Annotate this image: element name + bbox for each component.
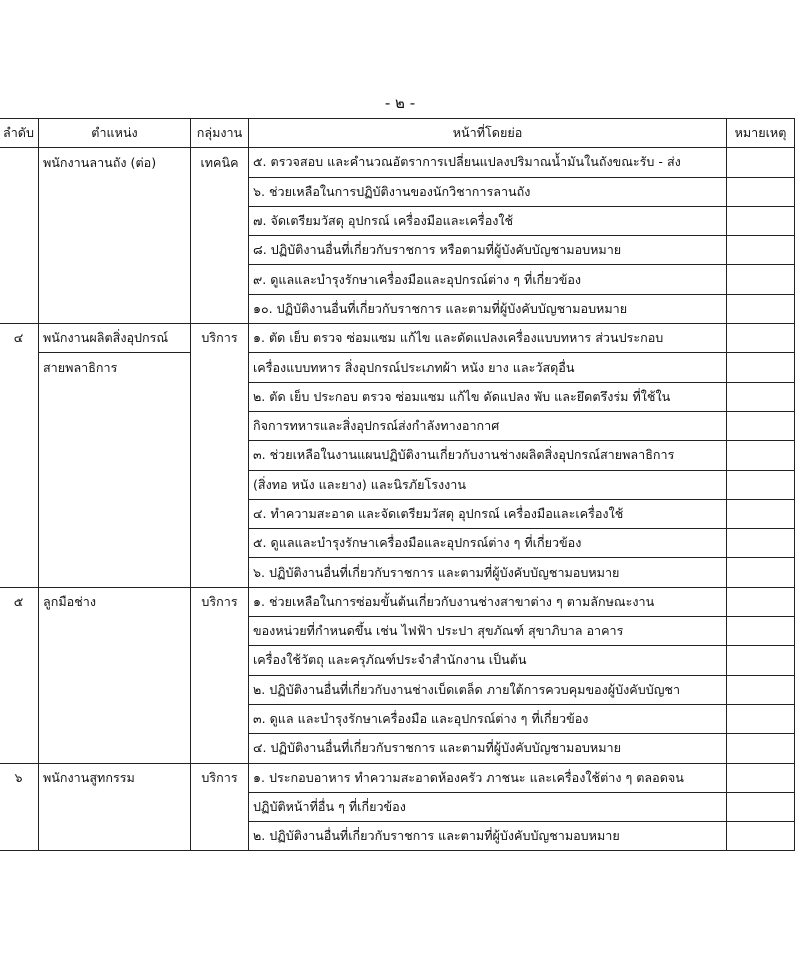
header-duty: หน้าที่โดยย่อ bbox=[249, 119, 727, 148]
table-row bbox=[0, 441, 795, 470]
table-row bbox=[0, 177, 795, 206]
cell-no bbox=[0, 148, 39, 177]
cell-position bbox=[39, 646, 191, 675]
cell-no bbox=[0, 617, 39, 646]
cell-remark bbox=[727, 411, 795, 440]
cell-duty: ๒. ปฏิบัติงานอื่นที่เกี่ยวกับราชการ และตามที่ผู้บังคับบัญชามอบหมาย bbox=[249, 822, 727, 851]
cell-remark bbox=[727, 646, 795, 675]
cell-no: ๖ bbox=[0, 763, 39, 792]
cell-duty: ๑. ช่วยเหลือในการซ่อมขั้นต้นเกี่ยวกับงานช่างสาขาต่าง ๆ ตามลักษณะงาน bbox=[249, 587, 727, 616]
cell-duty: (สิ่งทอ หนัง และยาง) และนิรภัยโรงงาน bbox=[249, 470, 727, 499]
cell-position bbox=[39, 294, 191, 323]
cell-duty: ๓. ช่วยเหลือในงานแผนปฏิบัติงานเกี่ยวกับงานช่างผลิตสิ่งอุปกรณ์สายพลาธิการ bbox=[249, 441, 727, 470]
table-row bbox=[0, 382, 795, 411]
table-row bbox=[0, 148, 795, 177]
cell-no bbox=[0, 470, 39, 499]
header-no: ลำดับ bbox=[0, 119, 39, 148]
cell-group: บริการ bbox=[191, 587, 249, 616]
cell-group bbox=[191, 265, 249, 294]
cell-group bbox=[191, 792, 249, 821]
cell-position: ลูกมือช่าง bbox=[39, 587, 191, 616]
header-position: ตำแหน่ง bbox=[39, 119, 191, 148]
cell-remark bbox=[727, 675, 795, 704]
table-row bbox=[0, 499, 795, 528]
cell-remark bbox=[727, 324, 795, 353]
cell-position bbox=[39, 822, 191, 851]
cell-group bbox=[191, 704, 249, 733]
cell-duty: กิจการทหารและสิ่งอุปกรณ์ส่งกำลังทางอากาศ bbox=[249, 411, 727, 440]
table-row bbox=[0, 558, 795, 587]
cell-no bbox=[0, 734, 39, 763]
cell-no bbox=[0, 177, 39, 206]
table-row bbox=[0, 675, 795, 704]
cell-duty: เครื่องแบบทหาร สิ่งอุปกรณ์ประเภทผ้า หนัง ยาง และวัสดุอื่น bbox=[249, 353, 727, 382]
cell-remark bbox=[727, 587, 795, 616]
cell-position bbox=[39, 470, 191, 499]
cell-remark bbox=[727, 206, 795, 235]
cell-duty: ๙. ดูแลและบำรุงรักษาเครื่องมือและอุปกรณ์ต่าง ๆ ที่เกี่ยวข้อง bbox=[249, 265, 727, 294]
cell-position bbox=[39, 704, 191, 733]
cell-group: บริการ bbox=[191, 324, 249, 353]
table-header-row bbox=[0, 119, 795, 148]
cell-position bbox=[39, 177, 191, 206]
cell-group bbox=[191, 294, 249, 323]
cell-group bbox=[191, 617, 249, 646]
cell-group bbox=[191, 382, 249, 411]
table-row bbox=[0, 734, 795, 763]
cell-duty: ๕. ดูแลและบำรุงรักษาเครื่องมือและอุปกรณ์ต่าง ๆ ที่เกี่ยวข้อง bbox=[249, 529, 727, 558]
cell-position bbox=[39, 675, 191, 704]
cell-remark bbox=[727, 617, 795, 646]
cell-duty: ของหน่วยที่กำหนดขึ้น เช่น ไฟฟ้า ประปา สุขภัณฑ์ สุขาภิบาล อาคาร bbox=[249, 617, 727, 646]
cell-group bbox=[191, 236, 249, 265]
cell-no: ๔ bbox=[0, 324, 39, 353]
cell-duty: ๕. ตรวจสอบ และคำนวณอัตราการเปลี่ยนแปลงปริมาณน้ำมันในถังขณะรับ - ส่ง bbox=[249, 148, 727, 177]
cell-position bbox=[39, 382, 191, 411]
cell-remark bbox=[727, 558, 795, 587]
cell-group bbox=[191, 411, 249, 440]
cell-duty: ๑. ประกอบอาหาร ทำความสะอาดห้องครัว ภาชนะ และเครื่องใช้ต่าง ๆ ตลอดจน bbox=[249, 763, 727, 792]
cell-remark bbox=[727, 792, 795, 821]
cell-remark bbox=[727, 704, 795, 733]
cell-duty: ๑. ตัด เย็บ ตรวจ ซ่อมแซม แก้ไข และดัดแปลงเครื่องแบบทหาร ส่วนประกอบ bbox=[249, 324, 727, 353]
cell-duty: ๖. ช่วยเหลือในการปฏิบัติงานของนักวิชาการลานถัง bbox=[249, 177, 727, 206]
cell-no bbox=[0, 236, 39, 265]
cell-duty: ๑๐. ปฏิบัติงานอื่นที่เกี่ยวกับราชการ และตามที่ผู้บังคับบัญชามอบหมาย bbox=[249, 294, 727, 323]
table-row bbox=[0, 587, 795, 616]
cell-position: พนักงานสูทกรรม bbox=[39, 763, 191, 792]
cell-position bbox=[39, 441, 191, 470]
cell-position bbox=[39, 411, 191, 440]
table-body bbox=[0, 148, 795, 851]
table-row bbox=[0, 529, 795, 558]
cell-group bbox=[191, 734, 249, 763]
cell-no bbox=[0, 382, 39, 411]
header-group: กลุ่มงาน bbox=[191, 119, 249, 148]
cell-group: เทคนิค bbox=[191, 148, 249, 177]
table-row bbox=[0, 236, 795, 265]
cell-remark bbox=[727, 529, 795, 558]
cell-no bbox=[0, 294, 39, 323]
cell-group bbox=[191, 499, 249, 528]
cell-remark bbox=[727, 470, 795, 499]
cell-no: ๕ bbox=[0, 587, 39, 616]
cell-duty: ๔. ทำความสะอาด และจัดเตรียมวัสดุ อุปกรณ์ เครื่องมือและเครื่องใช้ bbox=[249, 499, 727, 528]
cell-duty: ๔. ปฏิบัติงานอื่นที่เกี่ยวกับราชการ และตามที่ผู้บังคับบัญชามอบหมาย bbox=[249, 734, 727, 763]
cell-no bbox=[0, 792, 39, 821]
cell-remark bbox=[727, 499, 795, 528]
cell-no bbox=[0, 704, 39, 733]
cell-no bbox=[0, 675, 39, 704]
cell-no bbox=[0, 206, 39, 235]
cell-position: พนักงานลานถัง (ต่อ) bbox=[39, 148, 191, 177]
table-row bbox=[0, 411, 795, 440]
cell-group bbox=[191, 558, 249, 587]
cell-remark bbox=[727, 734, 795, 763]
cell-no bbox=[0, 353, 39, 382]
table-row bbox=[0, 763, 795, 792]
cell-position bbox=[39, 792, 191, 821]
cell-position bbox=[39, 499, 191, 528]
cell-position bbox=[39, 206, 191, 235]
cell-position: พนักงานผลิตสิ่งอุปกรณ์ bbox=[39, 324, 191, 353]
cell-group bbox=[191, 646, 249, 675]
table-row bbox=[0, 206, 795, 235]
cell-duty: ๖. ปฏิบัติงานอื่นที่เกี่ยวกับราชการ และตามที่ผู้บังคับบัญชามอบหมาย bbox=[249, 558, 727, 587]
cell-remark bbox=[727, 294, 795, 323]
table-row bbox=[0, 294, 795, 323]
cell-group bbox=[191, 822, 249, 851]
cell-remark bbox=[727, 236, 795, 265]
cell-group bbox=[191, 206, 249, 235]
cell-remark bbox=[727, 265, 795, 294]
page-number: - ๒ - bbox=[384, 94, 416, 112]
cell-no bbox=[0, 411, 39, 440]
table-row bbox=[0, 470, 795, 499]
cell-remark bbox=[727, 822, 795, 851]
table-row bbox=[0, 324, 795, 353]
cell-group bbox=[191, 470, 249, 499]
cell-position: สายพลาธิการ bbox=[39, 353, 191, 382]
cell-group bbox=[191, 441, 249, 470]
cell-duty: ๗. จัดเตรียมวัสดุ อุปกรณ์ เครื่องมือและเครื่องใช้ bbox=[249, 206, 727, 235]
table-row bbox=[0, 792, 795, 821]
cell-duty: ๓. ดูแล และบำรุงรักษาเครื่องมือ และอุปกรณ์ต่าง ๆ ที่เกี่ยวข้อง bbox=[249, 704, 727, 733]
cell-position bbox=[39, 617, 191, 646]
table-row bbox=[0, 265, 795, 294]
cell-no bbox=[0, 441, 39, 470]
cell-group bbox=[191, 675, 249, 704]
cell-no bbox=[0, 265, 39, 294]
cell-no bbox=[0, 499, 39, 528]
cell-remark bbox=[727, 441, 795, 470]
table-row bbox=[0, 646, 795, 675]
cell-duty: ๒. ปฏิบัติงานอื่นที่เกี่ยวกับงานช่างเบ็ดเตล็ด ภายใต้การควบคุมของผู้บังคับบัญชา bbox=[249, 675, 727, 704]
cell-duty: ๒. ตัด เย็บ ประกอบ ตรวจ ซ่อมแซม แก้ไข ดัดแปลง พับ และยึดตรึงร่ม ที่ใช้ใน bbox=[249, 382, 727, 411]
cell-no bbox=[0, 646, 39, 675]
cell-group: บริการ bbox=[191, 763, 249, 792]
duties-table bbox=[0, 118, 795, 851]
cell-position bbox=[39, 236, 191, 265]
table-row bbox=[0, 617, 795, 646]
cell-duty: ๘. ปฏิบัติงานอื่นที่เกี่ยวกับราชการ หรือตามที่ผู้บังคับบัญชามอบหมาย bbox=[249, 236, 727, 265]
cell-remark bbox=[727, 763, 795, 792]
cell-no bbox=[0, 529, 39, 558]
cell-remark bbox=[727, 148, 795, 177]
cell-no bbox=[0, 558, 39, 587]
cell-remark bbox=[727, 177, 795, 206]
cell-position bbox=[39, 558, 191, 587]
cell-duty: เครื่องใช้วัตถุ และครุภัณฑ์ประจำสำนักงาน เป็นต้น bbox=[249, 646, 727, 675]
cell-group bbox=[191, 529, 249, 558]
table-row bbox=[0, 822, 795, 851]
cell-remark bbox=[727, 382, 795, 411]
cell-group bbox=[191, 177, 249, 206]
cell-no bbox=[0, 822, 39, 851]
cell-group bbox=[191, 353, 249, 382]
cell-remark bbox=[727, 353, 795, 382]
cell-position bbox=[39, 529, 191, 558]
cell-position bbox=[39, 734, 191, 763]
cell-position bbox=[39, 265, 191, 294]
table-row bbox=[0, 353, 795, 382]
table-row bbox=[0, 704, 795, 733]
header-remark: หมายเหตุ bbox=[727, 119, 795, 148]
cell-duty: ปฏิบัติหน้าที่อื่น ๆ ที่เกี่ยวข้อง bbox=[249, 792, 727, 821]
